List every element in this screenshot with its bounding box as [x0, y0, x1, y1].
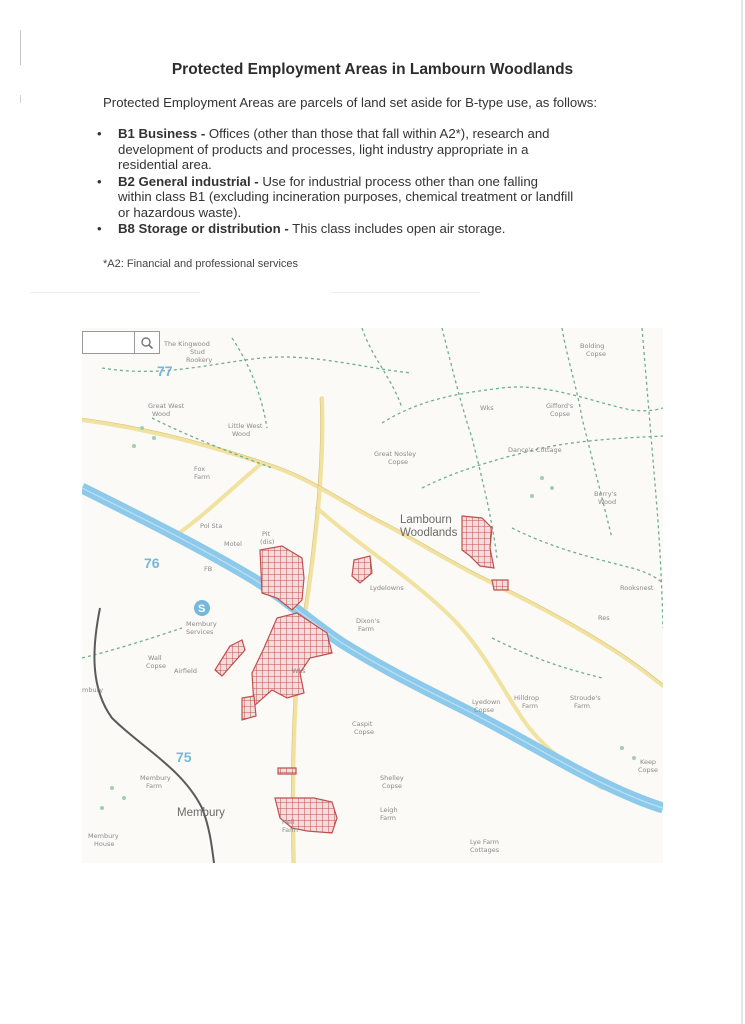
list-item	[97, 221, 623, 237]
map-label: Berry's	[594, 490, 617, 498]
map-label: Rooksnest	[620, 584, 654, 592]
map-label: Copse	[146, 662, 167, 670]
map-label: Dixon's	[356, 617, 380, 625]
map-label: Stroude's	[570, 694, 601, 702]
class-description: Use for industrial process other than one falling	[258, 173, 539, 189]
map-label: Gifford's	[546, 402, 574, 410]
map-label: mbury	[82, 686, 104, 694]
map-label: Farm	[146, 782, 163, 790]
scan-margin-mark	[20, 95, 21, 103]
bullet: •	[97, 126, 102, 141]
map-label: Fox	[194, 465, 206, 473]
class-description: Offices (other than those that fall within A2*), research and	[205, 126, 550, 141]
map-label: Farm	[574, 702, 591, 710]
class-name: B8 Storage or distribution -	[118, 221, 289, 236]
grid-number: 77	[157, 363, 173, 379]
map-label: The Kingwood	[164, 340, 210, 348]
map-label: Lye Farm	[470, 838, 499, 846]
scan-margin-mark	[20, 30, 21, 65]
map-label: Res	[598, 614, 610, 622]
scan-artifact	[30, 292, 200, 293]
map-label: Copse	[550, 410, 571, 418]
map-svg[interactable]	[82, 328, 663, 863]
map-label: Farm	[380, 814, 397, 822]
place-name: Lambourn	[400, 514, 452, 526]
map-label: Pol Sta	[200, 522, 223, 530]
map-label: Membury	[140, 774, 171, 782]
list-item	[97, 173, 623, 221]
map-label: Leigh	[380, 806, 398, 814]
map-label: Farm	[358, 625, 375, 633]
map-label: (dis)	[260, 538, 275, 546]
map-label: Farm	[194, 473, 211, 481]
map-label: Wood	[232, 430, 251, 438]
map-label: Wks	[480, 404, 494, 412]
map-label: Copse	[638, 766, 659, 774]
map-search[interactable]	[82, 331, 160, 354]
class-name: B2 General industrial -	[118, 173, 259, 189]
map-label: Bolding	[580, 342, 605, 350]
map-label: Shelley	[380, 774, 404, 782]
class-description: residential area.	[118, 157, 212, 172]
place-name: Woodlands	[400, 527, 458, 539]
map-label: Stud	[190, 348, 205, 356]
map-label: Wks	[292, 667, 306, 675]
services-letter: S	[198, 603, 206, 615]
use-class-list	[97, 126, 623, 238]
map-label: Lyedown	[472, 698, 501, 706]
grid-number: 76	[144, 555, 160, 571]
map-label: Copse	[354, 728, 375, 736]
bullet: •	[97, 221, 102, 236]
class-description: development of products and processes, light industry appropriate in a	[118, 141, 529, 157]
map-label: FB	[204, 565, 213, 573]
search-button[interactable]	[134, 332, 159, 353]
scan-right-edge	[741, 0, 743, 1024]
map-label: Membury	[186, 620, 217, 628]
footnote: *A2: Financial and professional services	[103, 258, 299, 270]
map-label: Dance's Cottage	[508, 446, 562, 454]
class-description: within class B1 (excluding incineration purposes, chemical treatment or landfill	[118, 189, 574, 204]
protected-area	[242, 696, 256, 720]
intro-text: Protected Employment Areas are parcels of land set aside for B-type use, as follows:	[103, 95, 598, 110]
map-label: Hell	[282, 818, 295, 826]
map-label: Caspit	[352, 720, 373, 728]
map-label: Keep	[640, 758, 657, 766]
services-icon	[194, 600, 210, 616]
page-title: Protected Employment Areas in Lambourn Woodlands	[171, 61, 574, 78]
list-item	[97, 126, 623, 173]
map-label: Little West	[228, 422, 263, 430]
map-label: Membury	[88, 832, 119, 840]
bullet: •	[97, 173, 102, 189]
map-label: Copse	[474, 706, 495, 714]
protected-area	[492, 580, 508, 590]
map-label: Airfield	[174, 667, 197, 675]
map-label: Pit	[262, 530, 271, 538]
class-description: This class includes open air storage.	[288, 221, 506, 236]
map-label: Wall	[148, 654, 162, 662]
search-icon	[140, 336, 154, 350]
map-label: Lydelowns	[370, 584, 404, 592]
map-label: Copse	[382, 782, 403, 790]
map[interactable]	[82, 328, 663, 863]
place-name: Membury	[177, 807, 225, 819]
map-label: Farm	[522, 702, 539, 710]
search-input[interactable]	[85, 334, 139, 353]
map-label: Wood	[598, 498, 617, 506]
grid-number: 75	[176, 749, 192, 765]
map-label: Great West	[148, 402, 185, 410]
scan-artifact	[330, 292, 480, 293]
map-label: Rookery	[186, 356, 213, 364]
protected-area	[278, 768, 296, 774]
map-label: Cottages	[470, 846, 500, 854]
class-description: or hazardous waste).	[118, 204, 242, 220]
map-label: Wood	[152, 410, 171, 418]
map-label: Copse	[388, 458, 409, 466]
class-name: B1 Business -	[118, 126, 206, 141]
map-label: Copse	[586, 350, 607, 358]
map-label: House	[94, 840, 115, 848]
map-label: Hilldrop	[514, 694, 540, 702]
map-label: Services	[186, 628, 214, 636]
map-label: Great Nosley	[374, 450, 417, 458]
map-label: Motel	[224, 540, 242, 548]
map-label: Farm	[282, 826, 299, 834]
